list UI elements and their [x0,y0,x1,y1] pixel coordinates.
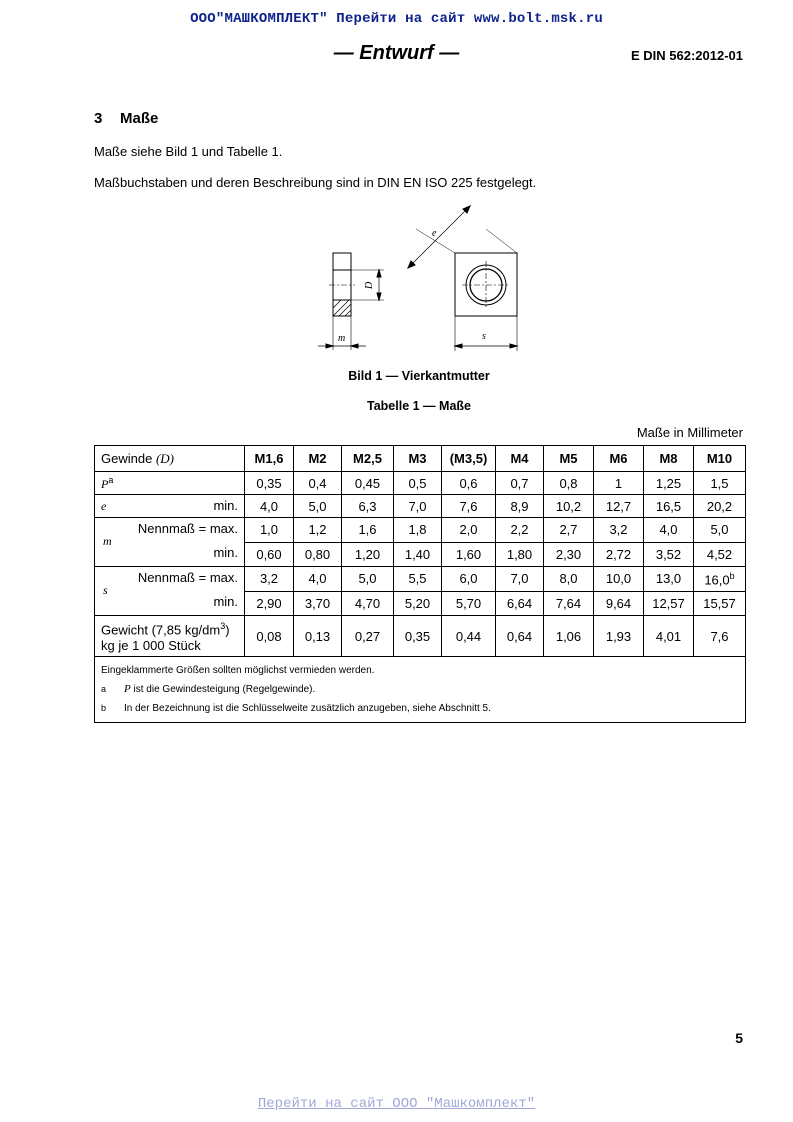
value-cell: 1,8 [394,518,442,543]
value-cell: 6,3 [342,495,394,518]
value-cell: 4,52 [694,542,746,567]
header-size-cell: M5 [544,446,594,472]
value-cell: 2,2 [496,518,544,543]
value-cell: 3,2 [594,518,644,543]
value-cell: 0,13 [294,616,342,657]
value-cell: 0,35 [245,472,294,495]
section-heading [94,110,158,127]
value-cell: 8,0 [544,567,594,592]
value-cell: 1,93 [594,616,644,657]
value-cell: 0,6 [442,472,496,495]
page-number: 5 [735,1030,743,1046]
value-cell: 5,5 [394,567,442,592]
header-size-cell: M2 [294,446,342,472]
table-units-note: Maße in Millimeter [636,425,743,440]
value-cell: 7,6 [694,616,746,657]
value-cell: 7,0 [394,495,442,518]
value-cell: 1,5 [694,472,746,495]
value-cell: 12,7 [594,495,644,518]
header-size-cell: (M3,5) [442,446,496,472]
value-cell: 1,0 [245,518,294,543]
value-cell: 0,35 [394,616,442,657]
table-row-s-max [95,567,746,592]
value-cell: 0,64 [496,616,544,657]
value-cell: 1,40 [394,542,442,567]
square-nut-drawing [300,200,540,360]
value-cell: 9,64 [594,591,644,616]
header-size-cell: M2,5 [342,446,394,472]
value-cell: 12,57 [644,591,694,616]
table-notes [95,657,746,723]
value-cell: 1,2 [294,518,342,543]
value-cell: 1,06 [544,616,594,657]
value-cell: 0,5 [394,472,442,495]
row-label-P: $P^a$ [95,472,245,495]
value-cell: 6,64 [496,591,544,616]
value-cell: 8,9 [496,495,544,518]
row-label-s: s Nennmaß = max. min. [95,567,245,616]
header-size-cell: M6 [594,446,644,472]
table-row-weight [95,616,746,657]
value-cell: 0,60 [245,542,294,567]
dim-label-s: s [482,331,486,342]
row-label-e: e min. [95,495,245,518]
row-label-weight: Gewicht (7,85 $kg/dm^3$) kg je 1 000 Stück [95,616,245,657]
value-cell: 0,80 [294,542,342,567]
value-cell: 5,20 [394,591,442,616]
value-cell: 2,72 [594,542,644,567]
table-row-pitch [95,472,746,495]
header-size-cell: M10 [694,446,746,472]
table-row-e-min [95,495,746,518]
value-cell: 7,64 [544,591,594,616]
note-b: b In der Bezeichnung ist die Schlüsselweite zusätzlich anzugeben, siehe Abschnitt 5. [101,703,491,714]
header-size-cell: M4 [496,446,544,472]
value-cell: 1,20 [342,542,394,567]
table-caption: Tabelle 1 — Maße [367,399,471,413]
row-label-m: m Nennmaß = max. min. [95,518,245,567]
draft-label: — Entwurf — [333,42,460,64]
nut-side-view [318,253,384,350]
value-cell: 0,8 [544,472,594,495]
dim-label-m: m [338,333,346,344]
nut-top-view [408,206,517,351]
header-size-cell: M8 [644,446,694,472]
note-a: a P ist die Gewindesteigung (Regelgewinde). [101,683,316,695]
value-cell: 5,0 [294,495,342,518]
value-cell: 10,0 [594,567,644,592]
dim-label-D: D [364,281,375,289]
value-cell: 3,52 [644,542,694,567]
value-cell: 2,7 [544,518,594,543]
value-cell: 2,0 [442,518,496,543]
note-general: Eingeklammerte Größen sollten möglichst vermieden werden. [101,665,375,676]
value-cell: 16,0$^b$ [694,567,746,592]
value-cell: 2,90 [245,591,294,616]
value-cell: 15,57 [694,591,746,616]
value-cell: 4,01 [644,616,694,657]
table-header-row [95,446,746,472]
value-cell: 7,6 [442,495,496,518]
section-title: Maße [120,110,159,127]
value-cell: 0,44 [442,616,496,657]
value-cell: 1 [594,472,644,495]
value-cell: 6,0 [442,567,496,592]
value-cell: 5,70 [442,591,496,616]
header-thread-label: Gewinde (D) [95,446,245,472]
dimensions-table [94,445,746,723]
site-link-bottom[interactable]: Перейти на сайт ООО "Машкомплект" [257,1096,536,1112]
value-cell: 0,08 [245,616,294,657]
value-cell: 1,25 [644,472,694,495]
document-id: E DIN 562:2012-01 [630,48,743,63]
paragraph-figure-ref: Maße siehe Bild 1 und Tabelle 1. [94,144,283,159]
value-cell: 1,60 [442,542,496,567]
value-cell: 0,45 [342,472,394,495]
site-link-top[interactable]: ООО"МАШКОМПЛЕКТ" Перейти на сайт www.bolt.msk.ru [190,11,603,27]
value-cell: 5,0 [342,567,394,592]
paragraph-standard-ref: Maßbuchstaben und deren Beschreibung sind in DIN EN ISO 225 festgelegt. [94,175,537,190]
section-number: 3 [94,110,103,127]
value-cell: 3,70 [294,591,342,616]
value-cell: 1,80 [496,542,544,567]
value-cell: 4,0 [294,567,342,592]
table-row-m-max [95,518,746,543]
value-cell: 4,70 [342,591,394,616]
value-cell: 1,6 [342,518,394,543]
header-size-cell: M1,6 [245,446,294,472]
dim-label-e: e [432,228,437,239]
value-cell: 16,5 [644,495,694,518]
value-cell: 4,0 [644,518,694,543]
value-cell: 3,2 [245,567,294,592]
value-cell: 0,27 [342,616,394,657]
value-cell: 20,2 [694,495,746,518]
value-cell: 2,30 [544,542,594,567]
value-cell: 10,2 [544,495,594,518]
header-size-cell: M3 [394,446,442,472]
value-cell: 13,0 [644,567,694,592]
value-cell: 0,7 [496,472,544,495]
value-cell: 7,0 [496,567,544,592]
value-cell: 5,0 [694,518,746,543]
figure-caption: Bild 1 — Vierkantmutter [348,369,490,383]
value-cell: 0,4 [294,472,342,495]
value-cell: 4,0 [245,495,294,518]
table-notes-row [95,657,746,723]
